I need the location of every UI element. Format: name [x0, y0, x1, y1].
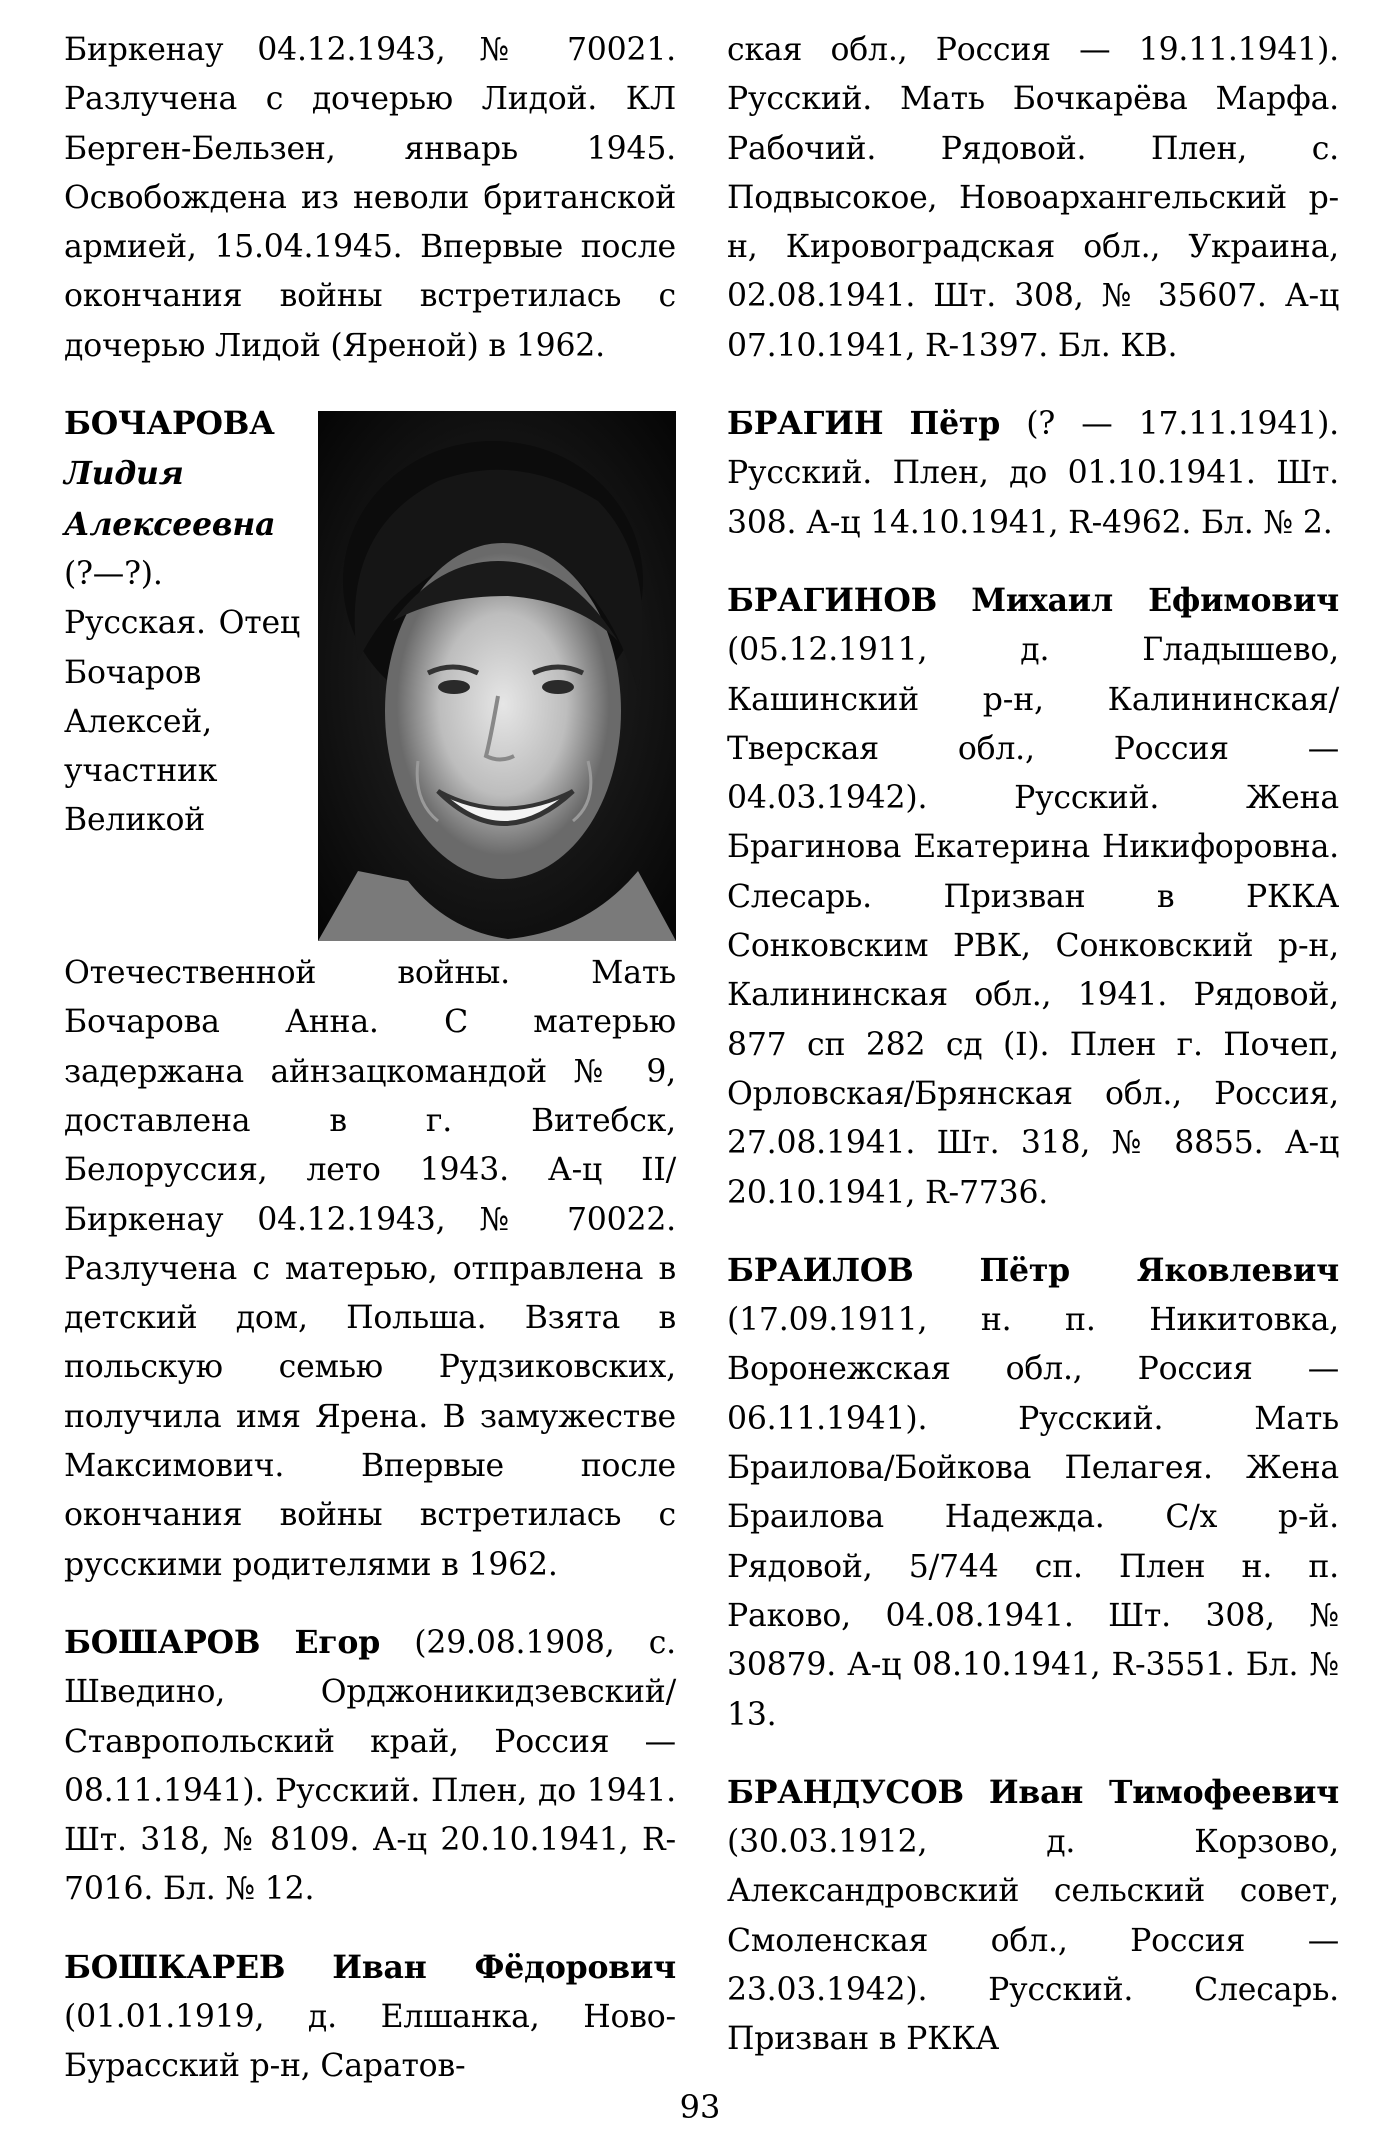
- entry-bocharova: [64, 399, 676, 1590]
- entry-body: ская обл., Россия — 19.11.1941). Русский. Мать Бочкарёва Марфа. Рабочий. Рядовой. Плен, с. Подвысокое, Новоархангельский р-н, Кировоградская обл., Украина, 02.08.1941. Шт. 308, № 35607. А-ц 07.10.1941, R-1397. Бл. КВ.: [727, 32, 1339, 364]
- entry-text: [727, 1768, 1339, 2065]
- page-number: 93: [679, 2088, 721, 2126]
- entry-given-name: Пётр: [909, 405, 1001, 443]
- entry-continuation-left: [64, 26, 676, 371]
- entry-brandusov: [727, 1768, 1339, 2065]
- entry-given-name: Егор: [294, 1623, 381, 1661]
- entry-body: (29.08.1908, с. Шведино, Орджоникидзевский/Ставропольский край, Россия — 08.11.1941). Русский. Плен, до 1941. Шт. 318, № 8109. А-ц 20.10.1941, R-7016. Бл. № 12.: [64, 1624, 676, 1908]
- entry-surname: БРАГИН: [727, 405, 884, 443]
- entry-brailov: [727, 1246, 1339, 1740]
- entry-given-name: Михаил Ефимович: [971, 581, 1339, 619]
- left-column: [64, 26, 676, 2120]
- entry-body: (? — 17.11.1941). Русский. Плен, до 01.10.1941. Шт. 308. А-ц 14.10.1941, R-4962. Бл. № 2.: [727, 406, 1339, 541]
- entry-given-name: Пётр Яковлевич: [979, 1251, 1339, 1289]
- entry-body: (30.03.1912, д. Корзово, Александровский сельский совет, Смоленская обл., Россия — 23.03.1942). Русский. Слесарь. Призван в РККА: [727, 1824, 1339, 2058]
- entry-continuation-right: [727, 26, 1339, 371]
- entry-text: [727, 399, 1339, 548]
- entry-surname: БОЧАРОВА: [64, 405, 275, 443]
- entry-given-name: Иван Тимофеевич: [988, 1773, 1339, 1811]
- entry-given-name: Лидия Алексеевна: [64, 455, 276, 543]
- portrait-image: [318, 411, 676, 941]
- entry-text: [727, 1246, 1339, 1740]
- entry-body: (05.12.1911, д. Гладышево, Кашинский р-н, Калининская/Тверская обл., Россия — 04.03.1942). Русский. Жена Брагинова Екатерина Никифоровна. Слесарь. Призван в РККА Сонковским РВК, Сонковский р-н, Калининская обл., 1941. Рядовой, 877 сп 282 сд (I). Плен г. Почеп, Орловская/Брянская обл., Россия, 27.08.1941. Шт. 318, № 8855. А-ц 20.10.1941, R-7736.: [727, 632, 1339, 1211]
- entry-braginov: [727, 576, 1339, 1218]
- entry-given-name: Иван Фёдорович: [332, 1948, 676, 1986]
- entry-text: [727, 576, 1339, 1218]
- entry-surname: БОШАРОВ: [64, 1623, 261, 1661]
- entry-text: [64, 1943, 676, 2092]
- entry-body: Биркенау 04.12.1943, № 70021. Разлучена с дочерью Лидой. КЛ Берген-Бельзен, январь 1945. Освобождена из неволи британской армией, 15.04.1945. Впервые после окончания войны встретилась с дочерью Лидой (Яреной) в 1962.: [64, 32, 676, 364]
- entry-surname: БРАНДУСОВ: [727, 1773, 964, 1811]
- entry-bosharov: [64, 1618, 676, 1915]
- entry-surname: БРАИЛОВ: [727, 1251, 914, 1289]
- entry-boshkarev: [64, 1943, 676, 2092]
- entry-text: [64, 1618, 676, 1915]
- entry-body: (01.01.1919, д. Елшанка, Ново-Бурасский р-н, Саратов-: [64, 1999, 676, 2085]
- entry-bragin: [727, 399, 1339, 548]
- entry-body: (17.09.1911, н. п. Никитовка, Воронежская обл., Россия — 06.11.1941). Русский. Мать Браилова/Бойкова Пелагея. Жена Браилова Надежда. С/х р-й. Рядовой, 5/744 сп. Плен н. п. Раково, 04.08.1941. Шт. 308, № 30879. А-ц 08.10.1941, R-3551. Бл. № 13.: [727, 1302, 1339, 1733]
- entry-body: (?—?). Русская. Отец Бочаров Алексей, участник Великой Отечественной войны. Мать Бочарова Анна. С матерью задержана айнзацкомандой № 9, доставлена в г. Витебск, Белоруссия, лето 1943. А-ц II/Биркенау 04.12.1943, № 70022. Разлучена с матерью, отправлена в детский дом, Польша. Взята в польскую семью Рудзиковских, получила имя Ярена. В замужестве Максимович. Впервые после окончания войны встретилась с русскими родителями в 1962.: [64, 555, 676, 1583]
- portrait-photo: [318, 411, 676, 941]
- entry-surname: БОШКАРЕВ: [64, 1948, 286, 1986]
- right-column: [727, 26, 1339, 2093]
- entry-surname: БРАГИНОВ: [727, 581, 937, 619]
